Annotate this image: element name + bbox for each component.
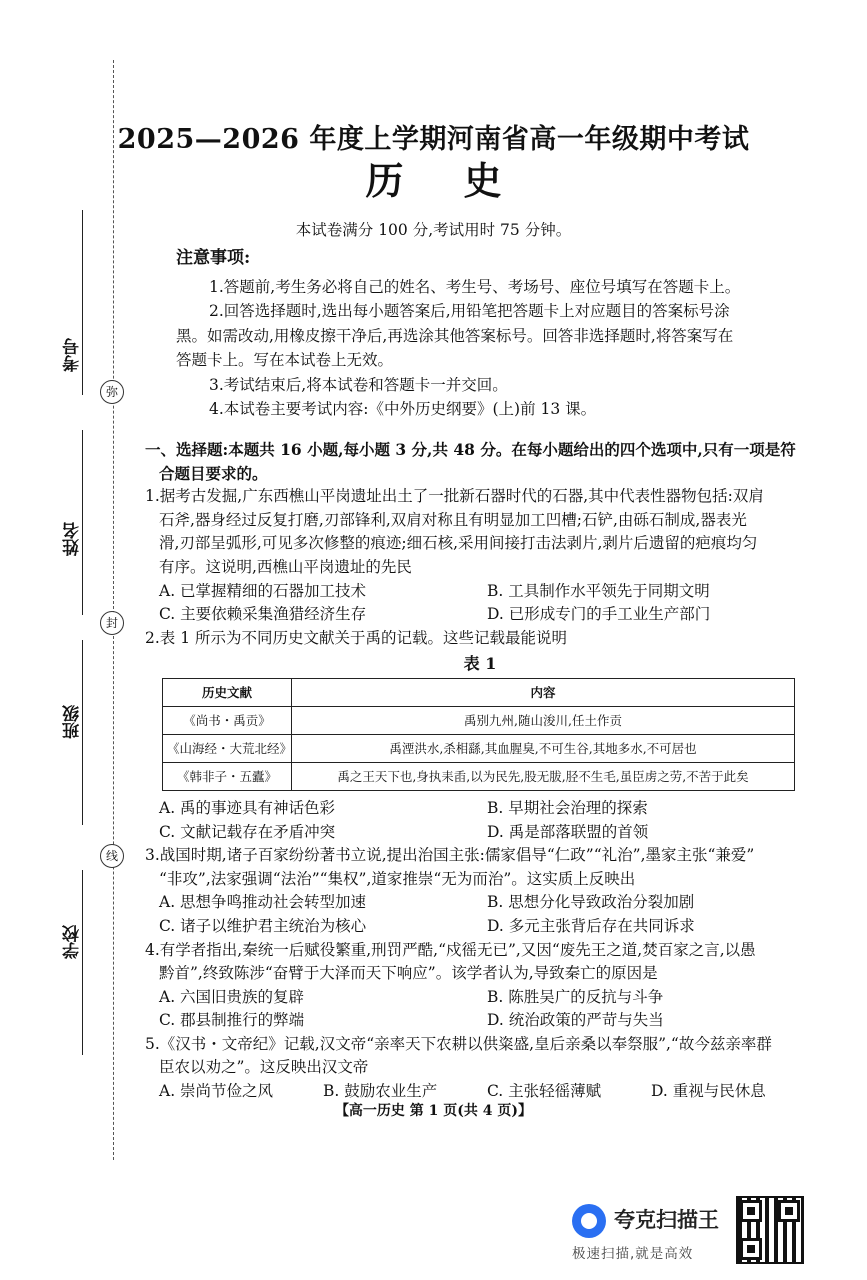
option-c: C. 诸子以维护君主统治为核心 bbox=[159, 916, 367, 935]
scanner-watermark bbox=[572, 1196, 732, 1266]
qr-finder-icon bbox=[740, 1200, 762, 1222]
question-1-stem: 石斧,器身经过反复打磨,刃部锋利,双肩对称且有明显加工凹槽;石铲,由砾石制成,器表光 bbox=[159, 510, 747, 529]
notice-item: 4.本试卷主要考试内容:《中外历史纲要》(上)前 13 课。 bbox=[209, 400, 597, 418]
table-cell: 禹湮洪水,杀相繇,其血腥臭,不可生谷,其地多水,不可居也 bbox=[292, 734, 795, 762]
notice-item: 3.考试结束后,将本试卷和答题卡一并交回。 bbox=[209, 375, 508, 394]
option-b: B. 早期社会治理的探索 bbox=[487, 798, 648, 817]
scanner-logo-icon bbox=[572, 1204, 606, 1238]
source-table bbox=[162, 678, 795, 791]
question-2 bbox=[145, 627, 815, 844]
question-5 bbox=[145, 1033, 815, 1104]
option-a: A. 思想争鸣推动社会转型加速 bbox=[159, 893, 367, 912]
school-label: 学校 bbox=[63, 925, 83, 959]
notice-item: 2.回答选择题时,选出每小题答案后,用铅笔把答题卡上对应题目的答案标号涂 bbox=[209, 302, 730, 320]
option-c: C. 主张轻徭薄赋 bbox=[487, 1082, 602, 1101]
option-b: B. 鼓励农业生产 bbox=[323, 1082, 438, 1101]
qr-code-icon bbox=[736, 1196, 804, 1264]
exam-info: 本试卷满分 100 分,考试用时 75 分钟。 bbox=[295, 221, 572, 239]
scanner-brand: 夸克扫描王 bbox=[614, 1208, 719, 1232]
question-4-stem: 黔首”,终致陈涉“奋臂于大泽而天下响应”。该学者认为,导致秦亡的原因是 bbox=[159, 964, 658, 983]
option-a: A. 已掌握精细的石器加工技术 bbox=[159, 581, 367, 600]
qr-finder-icon bbox=[778, 1200, 800, 1222]
question-1-stem: 有序。这说明,西樵山平岗遗址的先民 bbox=[159, 557, 412, 576]
option-b: B. 工具制作水平领先于同期文明 bbox=[487, 581, 710, 600]
question-2-stem: 2.表 1 所示为不同历史文献关于禹的记载。这些记载最能说明 bbox=[145, 628, 568, 647]
question-5-stem: 臣农以劝之”。这反映出汉文帝 bbox=[159, 1058, 369, 1077]
table-row bbox=[163, 706, 795, 734]
notice-item-continued: 答题卡上。写在本试卷上无效。 bbox=[176, 351, 394, 369]
page-footer: 【高一历史 第 1 页(共 4 页)】 bbox=[334, 1103, 533, 1119]
seal-char-feng: 封 bbox=[100, 611, 124, 635]
section-heading: 一、选择题:本题共 16 小题,每小题 3 分,共 48 分。在每小题给出的四个选项中,只有一项是符 bbox=[145, 440, 796, 459]
option-b: B. 陈胜吴广的反抗与斗争 bbox=[487, 987, 664, 1006]
table-cell: 《韩非子・五蠹》 bbox=[163, 762, 292, 790]
question-3-stem: 3.战国时期,诸子百家纷纷著书立说,提出治国主张:儒家倡导“仁政”“礼治”,墨家主张“兼爱” bbox=[145, 846, 755, 865]
option-d: D. 多元主张背后存在共同诉求 bbox=[487, 916, 695, 935]
option-c: C. 文献记载存在矛盾冲突 bbox=[159, 822, 336, 841]
option-d: D. 已形成专门的手工业生产部门 bbox=[487, 605, 711, 624]
exam-number-label: 考号 bbox=[63, 338, 83, 372]
seal-char-xian: 线 bbox=[100, 844, 124, 868]
question-3-stem: “非攻”,法家强调“法治”“集权”,道家推崇“无为而治”。这实质上反映出 bbox=[159, 869, 636, 888]
subject-title: 历史 bbox=[365, 158, 562, 203]
notice-heading: 注意事项: bbox=[176, 248, 251, 268]
table-row bbox=[163, 734, 795, 762]
notice-item: 1.答题前,考生务必将自己的姓名、考生号、考场号、座位号填写在答题卡上。 bbox=[209, 277, 741, 296]
scanner-slogan: 极速扫描,就是高效 bbox=[572, 1246, 694, 1262]
option-d: D. 统治政策的严苛与失当 bbox=[487, 1011, 664, 1030]
question-3 bbox=[145, 844, 815, 938]
question-4-options bbox=[145, 986, 815, 1033]
questions-area bbox=[145, 438, 815, 1104]
question-2-options bbox=[145, 797, 815, 844]
option-c: C. 郡县制推行的弊端 bbox=[159, 1011, 305, 1030]
school-field bbox=[60, 870, 83, 1055]
table-header-cell: 内容 bbox=[292, 678, 795, 706]
table-header-cell: 历史文献 bbox=[163, 678, 292, 706]
table-cell: 禹别九州,随山浚川,任土作贡 bbox=[292, 706, 795, 734]
question-1-stem: 1.据考古发掘,广东西樵山平岗遗址出土了一批新石器时代的石器,其中代表性器物包括:双肩 bbox=[145, 487, 764, 506]
question-1-options bbox=[145, 580, 815, 627]
name-label: 姓名 bbox=[63, 522, 83, 556]
question-4 bbox=[145, 939, 815, 1033]
table-cell: 《山海经・大荒北经》 bbox=[163, 734, 292, 762]
section-heading-continued: 合题目要求的。 bbox=[159, 463, 268, 483]
notice-block bbox=[176, 246, 816, 422]
class-field bbox=[60, 640, 83, 825]
option-c: C. 主要依赖采集渔猎经济生存 bbox=[159, 605, 367, 624]
question-1-stem: 滑,刃部呈弧形,可见多次修整的痕迹;细石核,采用间接打击法剥片,剥片后遗留的疤痕均匀 bbox=[159, 534, 758, 553]
option-d: D. 重视与民休息 bbox=[651, 1082, 766, 1101]
option-b: B. 思想分化导致政治分裂加剧 bbox=[487, 893, 695, 912]
question-5-stem: 5.《汉书・文帝纪》记载,汉文帝“亲率天下农耕以供粢盛,皇后亲桑以奉祭服”,“故今兹亲率群 bbox=[145, 1034, 772, 1053]
option-a: A. 崇尚节俭之风 bbox=[159, 1082, 274, 1101]
option-a: A. 禹的事迹具有神话色彩 bbox=[159, 798, 336, 817]
table-cell: 《尚书・禹贡》 bbox=[163, 706, 292, 734]
notice-item-continued: 黑。如需改动,用橡皮擦干净后,再选涂其他答案标号。回答非选择题时,将答案写在 bbox=[176, 326, 734, 345]
qr-finder-icon bbox=[740, 1238, 762, 1260]
table-row bbox=[163, 762, 795, 790]
table-caption: 表 1 bbox=[463, 654, 497, 674]
option-a: A. 六国旧贵族的复辟 bbox=[159, 987, 305, 1006]
question-3-options bbox=[145, 891, 815, 938]
question-4-stem: 4.有学者指出,秦统一后赋役繁重,刑罚严酷,“戍徭无已”,又因“废先王之道,焚百家之言,以愚 bbox=[145, 940, 756, 959]
table-cell: 禹之王天下也,身执耒臿,以为民先,股无胈,胫不生毛,虽臣虏之劳,不苦于此矣 bbox=[292, 762, 795, 790]
name-field bbox=[60, 430, 83, 615]
school-blank-line bbox=[82, 870, 83, 1055]
option-d: D. 禹是部落联盟的首领 bbox=[487, 822, 649, 841]
question-1 bbox=[145, 485, 815, 627]
class-label: 班级 bbox=[63, 705, 83, 739]
seal-char-mi: 弥 bbox=[100, 380, 124, 404]
exam-title: 2025—2026 年度上学期河南省高一年级期中考试 bbox=[117, 124, 750, 155]
table-header-row bbox=[163, 678, 795, 706]
